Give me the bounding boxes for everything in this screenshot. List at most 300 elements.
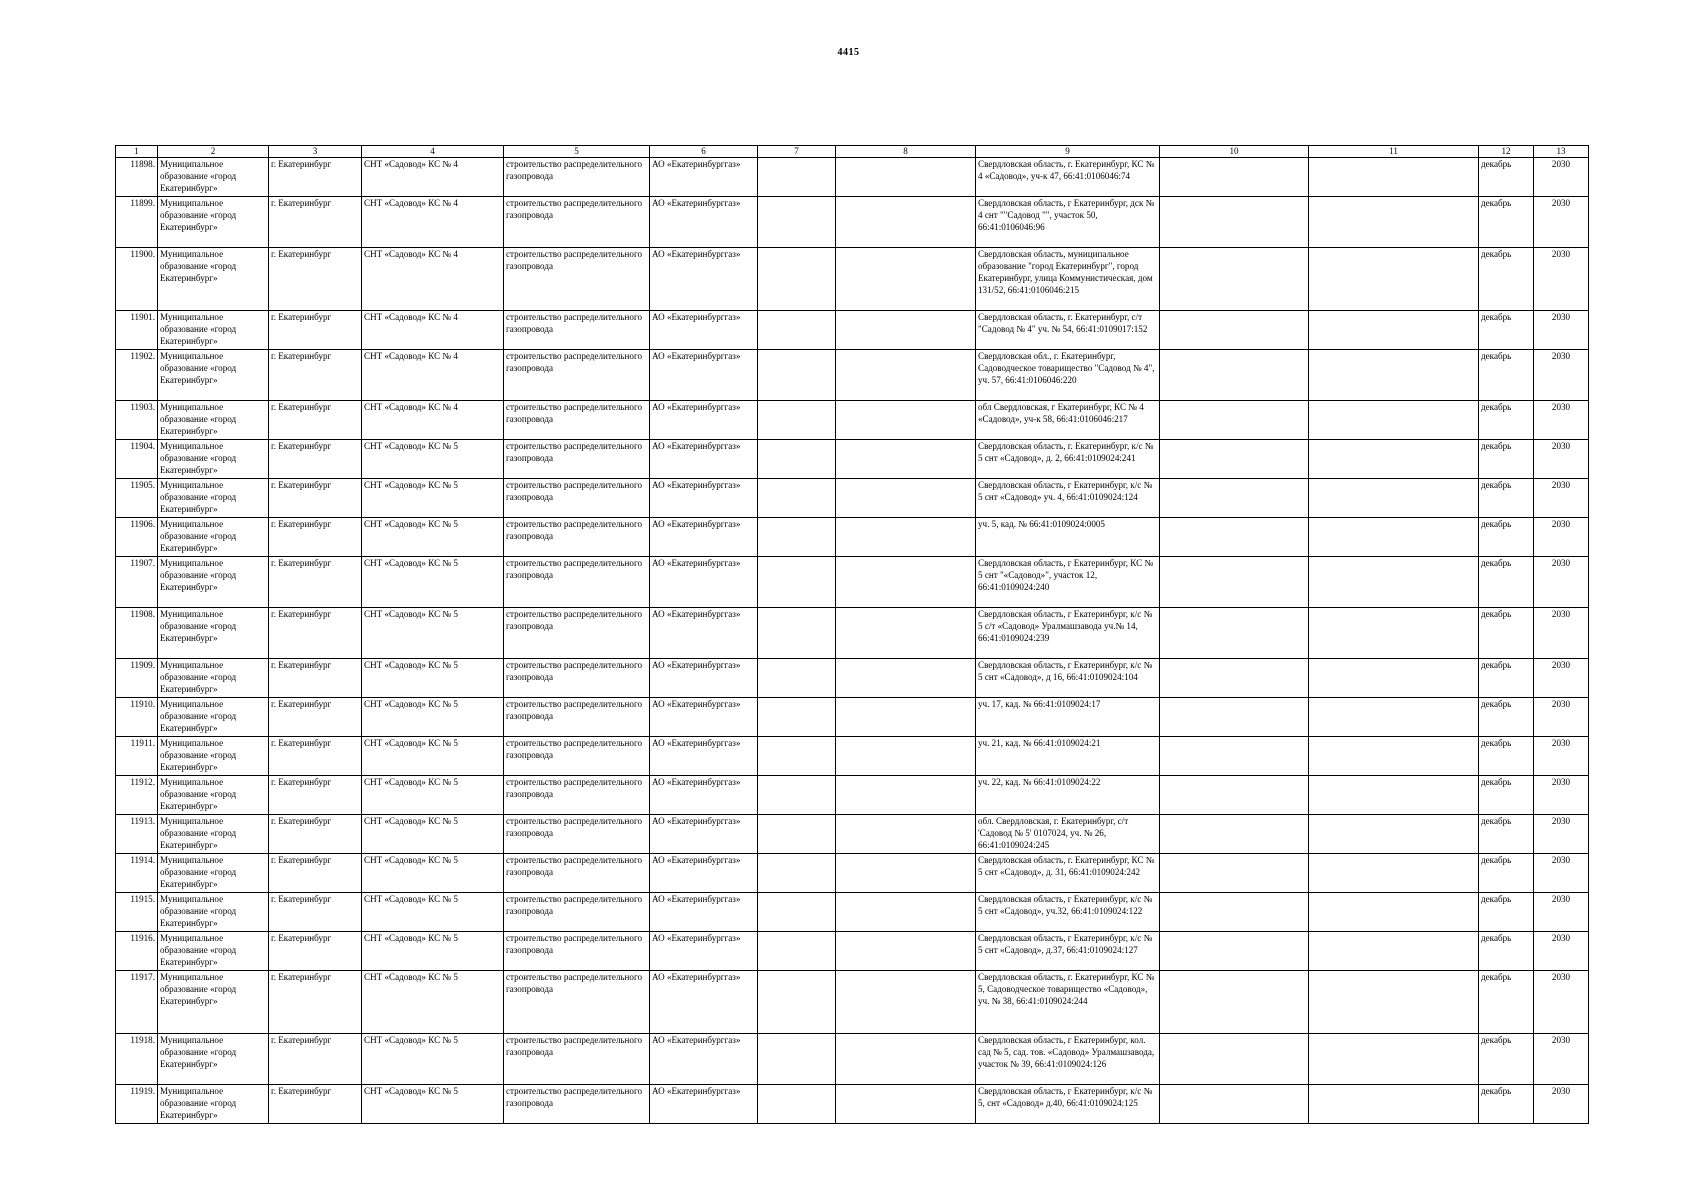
object-cell: СНТ «Садовод» КС № 5 [362, 971, 504, 1034]
column-11-cell [1309, 1085, 1479, 1124]
address-cell: уч. 17, кад. № 66:41:0109024:17 [976, 698, 1160, 737]
year-cell: 2030 [1534, 854, 1589, 893]
column-11-cell [1309, 311, 1479, 350]
address-cell: Свердловская область, г. Екатеринбург, КС № 5, Садоводческое товарищество «Садовод», уч. № 38, 66:41:0109024:244 [976, 971, 1160, 1034]
column-7-cell [758, 311, 836, 350]
column-7-cell [758, 518, 836, 557]
work-type-cell: строительство распределительного газопровода [504, 197, 650, 248]
column-8-cell [836, 776, 976, 815]
year-cell: 2030 [1534, 698, 1589, 737]
column-10-cell [1160, 248, 1309, 311]
column-11-cell [1309, 854, 1479, 893]
column-10-cell [1160, 479, 1309, 518]
object-cell: СНТ «Садовод» КС № 5 [362, 737, 504, 776]
organization-cell: АО «Екатеринбурггаз» [650, 518, 758, 557]
year-cell: 2030 [1534, 158, 1589, 197]
column-10-cell [1160, 197, 1309, 248]
organization-cell: АО «Екатеринбурггаз» [650, 737, 758, 776]
year-cell: 2030 [1534, 479, 1589, 518]
municipality-cell: Муниципальное образование «город Екатеринбург» [158, 659, 269, 698]
page-number: 4415 [837, 47, 860, 58]
row-number-cell: 11913. [116, 815, 158, 854]
table-row [116, 659, 1589, 698]
column-8-cell [836, 197, 976, 248]
work-type-cell: строительство распределительного газопровода [504, 479, 650, 518]
column-7-cell [758, 557, 836, 608]
municipality-cell: Муниципальное образование «город Екатеринбург» [158, 557, 269, 608]
city-cell: г. Екатеринбург [269, 971, 362, 1034]
column-header: 4 [362, 146, 504, 158]
object-cell: СНТ «Садовод» КС № 4 [362, 401, 504, 440]
column-11-cell [1309, 608, 1479, 659]
table-row [116, 776, 1589, 815]
year-cell: 2030 [1534, 248, 1589, 311]
month-cell: декабрь [1479, 854, 1534, 893]
municipality-cell: Муниципальное образование «город Екатеринбург» [158, 350, 269, 401]
organization-cell: АО «Екатеринбурггаз» [650, 557, 758, 608]
year-cell: 2030 [1534, 815, 1589, 854]
city-cell: г. Екатеринбург [269, 698, 362, 737]
column-10-cell [1160, 932, 1309, 971]
column-10-cell [1160, 440, 1309, 479]
address-cell: Свердловская область, г. Екатеринбург, КС № 4 «Садовод», уч-к 47, 66:41:0106046:74 [976, 158, 1160, 197]
column-11-cell [1309, 197, 1479, 248]
row-number-cell: 11899. [116, 197, 158, 248]
row-number-cell: 11908. [116, 608, 158, 659]
object-cell: СНТ «Садовод» КС № 5 [362, 854, 504, 893]
column-8-cell [836, 311, 976, 350]
column-10-cell [1160, 158, 1309, 197]
object-cell: СНТ «Садовод» КС № 5 [362, 893, 504, 932]
table-row [116, 932, 1589, 971]
municipality-cell: Муниципальное образование «город Екатеринбург» [158, 479, 269, 518]
work-type-cell: строительство распределительного газопровода [504, 1034, 650, 1085]
column-8-cell [836, 932, 976, 971]
table-row [116, 815, 1589, 854]
organization-cell: АО «Екатеринбурггаз» [650, 893, 758, 932]
municipality-cell: Муниципальное образование «город Екатеринбург» [158, 815, 269, 854]
column-11-cell [1309, 893, 1479, 932]
column-8-cell [836, 350, 976, 401]
column-7-cell [758, 197, 836, 248]
table-row [116, 854, 1589, 893]
municipality-cell: Муниципальное образование «город Екатеринбург» [158, 311, 269, 350]
municipality-cell: Муниципальное образование «город Екатеринбург» [158, 1085, 269, 1124]
address-cell: Свердловская область, г Екатеринбург, дск № 4 снт ""Садовод "", участок 50, 66:41:0106046:96 [976, 197, 1160, 248]
month-cell: декабрь [1479, 776, 1534, 815]
year-cell: 2030 [1534, 440, 1589, 479]
city-cell: г. Екатеринбург [269, 1034, 362, 1085]
organization-cell: АО «Екатеринбурггаз» [650, 854, 758, 893]
row-number-cell: 11917. [116, 971, 158, 1034]
address-cell: обл. Свердловская, г. Екатеринбург, с/т 'Садовод № 5' 0107024, уч. № 26, 66:41:0109024:245 [976, 815, 1160, 854]
object-cell: СНТ «Садовод» КС № 5 [362, 659, 504, 698]
column-11-cell [1309, 971, 1479, 1034]
organization-cell: АО «Екатеринбурггаз» [650, 440, 758, 479]
month-cell: декабрь [1479, 1085, 1534, 1124]
column-10-cell [1160, 776, 1309, 815]
row-number-cell: 11901. [116, 311, 158, 350]
municipality-cell: Муниципальное образование «город Екатеринбург» [158, 698, 269, 737]
object-cell: СНТ «Садовод» КС № 5 [362, 518, 504, 557]
column-7-cell [758, 698, 836, 737]
row-number-cell: 11906. [116, 518, 158, 557]
work-type-cell: строительство распределительного газопровода [504, 737, 650, 776]
month-cell: декабрь [1479, 311, 1534, 350]
municipality-cell: Муниципальное образование «город Екатеринбург» [158, 608, 269, 659]
column-8-cell [836, 401, 976, 440]
work-type-cell: строительство распределительного газопровода [504, 854, 650, 893]
column-10-cell [1160, 971, 1309, 1034]
row-number-cell: 11904. [116, 440, 158, 479]
column-11-cell [1309, 518, 1479, 557]
column-7-cell [758, 737, 836, 776]
column-8-cell [836, 1034, 976, 1085]
table-row [116, 518, 1589, 557]
year-cell: 2030 [1534, 971, 1589, 1034]
column-7-cell [758, 248, 836, 311]
month-cell: декабрь [1479, 698, 1534, 737]
organization-cell: АО «Екатеринбурггаз» [650, 776, 758, 815]
column-header: 9 [976, 146, 1160, 158]
table-row [116, 197, 1589, 248]
municipality-cell: Муниципальное образование «город Екатеринбург» [158, 401, 269, 440]
address-cell: Свердловская область, г Екатеринбург, к/с № 5 снт «Садовод», д 16, 66:41:0109024:104 [976, 659, 1160, 698]
organization-cell: АО «Екатеринбурггаз» [650, 1085, 758, 1124]
work-type-cell: строительство распределительного газопровода [504, 350, 650, 401]
column-7-cell [758, 1085, 836, 1124]
row-number-cell: 11915. [116, 893, 158, 932]
column-7-cell [758, 932, 836, 971]
address-cell: Свердловская область, г Екатеринбург, КС № 5 снт "«Садовод»", участок 12, 66:41:0109024:240 [976, 557, 1160, 608]
city-cell: г. Екатеринбург [269, 248, 362, 311]
object-cell: СНТ «Садовод» КС № 4 [362, 350, 504, 401]
column-7-cell [758, 440, 836, 479]
address-cell: Свердловская область, г. Екатеринбург, КС № 5 снт «Садовод», д. 31, 66:41:0109024:242 [976, 854, 1160, 893]
column-10-cell [1160, 1085, 1309, 1124]
work-type-cell: строительство распределительного газопровода [504, 932, 650, 971]
column-7-cell [758, 479, 836, 518]
address-cell: Свердловская область, г Екатеринбург, кол. сад № 5, сад. тов. «Садовод» Уралмашзавода, участок № 39, 66:41:0109024:126 [976, 1034, 1160, 1085]
organization-cell: АО «Екатеринбурггаз» [650, 248, 758, 311]
municipality-cell: Муниципальное образование «город Екатеринбург» [158, 893, 269, 932]
column-11-cell [1309, 440, 1479, 479]
address-cell: Свердловская область, г Екатеринбург, к/с № 5 снт «Садовод» уч. 4, 66:41:0109024:124 [976, 479, 1160, 518]
column-7-cell [758, 350, 836, 401]
column-10-cell [1160, 854, 1309, 893]
table-row [116, 608, 1589, 659]
municipality-cell: Муниципальное образование «город Екатеринбург» [158, 971, 269, 1034]
column-10-cell [1160, 608, 1309, 659]
work-type-cell: строительство распределительного газопровода [504, 608, 650, 659]
column-11-cell [1309, 776, 1479, 815]
work-type-cell: строительство распределительного газопровода [504, 815, 650, 854]
column-header: 6 [650, 146, 758, 158]
table-row [116, 311, 1589, 350]
work-type-cell: строительство распределительного газопровода [504, 971, 650, 1034]
table-row [116, 1085, 1589, 1124]
object-cell: СНТ «Садовод» КС № 5 [362, 932, 504, 971]
work-type-cell: строительство распределительного газопровода [504, 557, 650, 608]
column-header: 10 [1160, 146, 1309, 158]
row-number-cell: 11919. [116, 1085, 158, 1124]
year-cell: 2030 [1534, 893, 1589, 932]
month-cell: декабрь [1479, 971, 1534, 1034]
city-cell: г. Екатеринбург [269, 311, 362, 350]
column-header: 5 [504, 146, 650, 158]
address-cell: обл Свердловская, г Екатеринбург, КС № 4 «Садовод», уч-к 58, 66:41:0106046:217 [976, 401, 1160, 440]
month-cell: декабрь [1479, 248, 1534, 311]
object-cell: СНТ «Садовод» КС № 5 [362, 815, 504, 854]
column-8-cell [836, 815, 976, 854]
work-type-cell: строительство распределительного газопровода [504, 698, 650, 737]
column-11-cell [1309, 659, 1479, 698]
column-10-cell [1160, 401, 1309, 440]
municipality-cell: Муниципальное образование «город Екатеринбург» [158, 197, 269, 248]
object-cell: СНТ «Садовод» КС № 5 [362, 479, 504, 518]
month-cell: декабрь [1479, 737, 1534, 776]
column-header: 7 [758, 146, 836, 158]
table-row [116, 698, 1589, 737]
city-cell: г. Екатеринбург [269, 158, 362, 197]
month-cell: декабрь [1479, 518, 1534, 557]
row-number-cell: 11914. [116, 854, 158, 893]
year-cell: 2030 [1534, 401, 1589, 440]
organization-cell: АО «Екатеринбурггаз» [650, 350, 758, 401]
table-row [116, 893, 1589, 932]
column-header: 3 [269, 146, 362, 158]
work-type-cell: строительство распределительного газопровода [504, 440, 650, 479]
column-8-cell [836, 737, 976, 776]
column-7-cell [758, 776, 836, 815]
column-8-cell [836, 158, 976, 197]
city-cell: г. Екатеринбург [269, 1085, 362, 1124]
year-cell: 2030 [1534, 608, 1589, 659]
column-8-cell [836, 440, 976, 479]
column-10-cell [1160, 518, 1309, 557]
column-11-cell [1309, 932, 1479, 971]
column-11-cell [1309, 557, 1479, 608]
object-cell: СНТ «Садовод» КС № 5 [362, 440, 504, 479]
column-11-cell [1309, 1034, 1479, 1085]
city-cell: г. Екатеринбург [269, 893, 362, 932]
month-cell: декабрь [1479, 401, 1534, 440]
month-cell: декабрь [1479, 197, 1534, 248]
column-8-cell [836, 608, 976, 659]
city-cell: г. Екатеринбург [269, 659, 362, 698]
table-row [116, 350, 1589, 401]
column-8-cell [836, 557, 976, 608]
month-cell: декабрь [1479, 893, 1534, 932]
city-cell: г. Екатеринбург [269, 350, 362, 401]
object-cell: СНТ «Садовод» КС № 5 [362, 1034, 504, 1085]
column-8-cell [836, 248, 976, 311]
year-cell: 2030 [1534, 1085, 1589, 1124]
header-row [116, 146, 1589, 158]
year-cell: 2030 [1534, 1034, 1589, 1085]
table-row [116, 557, 1589, 608]
column-7-cell [758, 893, 836, 932]
address-cell: Свердловская обл., г. Екатеринбург, Садоводческое товарищество "Садовод № 4", уч. 57, 66:41:0106046:220 [976, 350, 1160, 401]
object-cell: СНТ «Садовод» КС № 4 [362, 248, 504, 311]
column-8-cell [836, 854, 976, 893]
city-cell: г. Екатеринбург [269, 815, 362, 854]
organization-cell: АО «Екатеринбурггаз» [650, 401, 758, 440]
address-cell: Свердловская область, муниципальное образование "город Екатеринбург", город Екатеринбург, улица Коммунистическая, дом 131/52, 66:41:0106046:215 [976, 248, 1160, 311]
month-cell: декабрь [1479, 557, 1534, 608]
object-cell: СНТ «Садовод» КС № 5 [362, 608, 504, 659]
year-cell: 2030 [1534, 932, 1589, 971]
column-header: 2 [158, 146, 269, 158]
year-cell: 2030 [1534, 776, 1589, 815]
column-7-cell [758, 971, 836, 1034]
work-type-cell: строительство распределительного газопровода [504, 248, 650, 311]
row-number-cell: 11903. [116, 401, 158, 440]
municipality-cell: Муниципальное образование «город Екатеринбург» [158, 932, 269, 971]
column-8-cell [836, 1085, 976, 1124]
table-row [116, 440, 1589, 479]
object-cell: СНТ «Садовод» КС № 4 [362, 197, 504, 248]
organization-cell: АО «Екатеринбурггаз» [650, 197, 758, 248]
column-7-cell [758, 158, 836, 197]
month-cell: декабрь [1479, 1034, 1534, 1085]
city-cell: г. Екатеринбург [269, 932, 362, 971]
column-header: 1 [116, 146, 158, 158]
column-7-cell [758, 1034, 836, 1085]
table-row [116, 737, 1589, 776]
city-cell: г. Екатеринбург [269, 518, 362, 557]
month-cell: декабрь [1479, 350, 1534, 401]
column-11-cell [1309, 248, 1479, 311]
year-cell: 2030 [1534, 659, 1589, 698]
object-cell: СНТ «Садовод» КС № 5 [362, 698, 504, 737]
address-cell: Свердловская область, г. Екатеринбург, к/с № 5 снт «Садовод», д. 2, 66:41:0109024:241 [976, 440, 1160, 479]
column-10-cell [1160, 893, 1309, 932]
register-body [116, 146, 1589, 1124]
table-row [116, 971, 1589, 1034]
month-cell: декабрь [1479, 158, 1534, 197]
work-type-cell: строительство распределительного газопровода [504, 401, 650, 440]
column-11-cell [1309, 350, 1479, 401]
city-cell: г. Екатеринбург [269, 776, 362, 815]
work-type-cell: строительство распределительного газопровода [504, 659, 650, 698]
column-7-cell [758, 608, 836, 659]
month-cell: декабрь [1479, 608, 1534, 659]
column-11-cell [1309, 815, 1479, 854]
object-cell: СНТ «Садовод» КС № 4 [362, 311, 504, 350]
city-cell: г. Екатеринбург [269, 737, 362, 776]
city-cell: г. Екатеринбург [269, 197, 362, 248]
year-cell: 2030 [1534, 311, 1589, 350]
organization-cell: АО «Екатеринбурггаз» [650, 659, 758, 698]
year-cell: 2030 [1534, 557, 1589, 608]
column-8-cell [836, 659, 976, 698]
column-10-cell [1160, 815, 1309, 854]
column-11-cell [1309, 479, 1479, 518]
municipality-cell: Муниципальное образование «город Екатеринбург» [158, 1034, 269, 1085]
column-10-cell [1160, 1034, 1309, 1085]
object-cell: СНТ «Садовод» КС № 4 [362, 158, 504, 197]
column-11-cell [1309, 401, 1479, 440]
organization-cell: АО «Екатеринбурггаз» [650, 311, 758, 350]
address-cell: уч. 5, кад. № 66:41:0109024:0005 [976, 518, 1160, 557]
column-8-cell [836, 698, 976, 737]
month-cell: декабрь [1479, 479, 1534, 518]
row-number-cell: 11918. [116, 1034, 158, 1085]
year-cell: 2030 [1534, 350, 1589, 401]
municipality-cell: Муниципальное образование «город Екатеринбург» [158, 854, 269, 893]
year-cell: 2030 [1534, 197, 1589, 248]
row-number-cell: 11907. [116, 557, 158, 608]
municipality-cell: Муниципальное образование «город Екатеринбург» [158, 440, 269, 479]
table-row [116, 1034, 1589, 1085]
organization-cell: АО «Екатеринбурггаз» [650, 971, 758, 1034]
row-number-cell: 11916. [116, 932, 158, 971]
table-row [116, 401, 1589, 440]
column-header: 12 [1479, 146, 1534, 158]
work-type-cell: строительство распределительного газопровода [504, 1085, 650, 1124]
address-cell: Свердловская область, г Екатеринбург, к/с № 5 снт «Садовод», уч.32, 66:41:0109024:122 [976, 893, 1160, 932]
month-cell: декабрь [1479, 932, 1534, 971]
row-number-cell: 11902. [116, 350, 158, 401]
organization-cell: АО «Екатеринбурггаз» [650, 815, 758, 854]
row-number-cell: 11911. [116, 737, 158, 776]
organization-cell: АО «Екатеринбурггаз» [650, 932, 758, 971]
city-cell: г. Екатеринбург [269, 401, 362, 440]
row-number-cell: 11905. [116, 479, 158, 518]
column-10-cell [1160, 350, 1309, 401]
month-cell: декабрь [1479, 815, 1534, 854]
city-cell: г. Екатеринбург [269, 440, 362, 479]
row-number-cell: 11912. [116, 776, 158, 815]
column-10-cell [1160, 659, 1309, 698]
table-row [116, 248, 1589, 311]
work-type-cell: строительство распределительного газопровода [504, 776, 650, 815]
municipality-cell: Муниципальное образование «город Екатеринбург» [158, 518, 269, 557]
column-header: 11 [1309, 146, 1479, 158]
municipality-cell: Муниципальное образование «город Екатеринбург» [158, 248, 269, 311]
row-number-cell: 11910. [116, 698, 158, 737]
work-type-cell: строительство распределительного газопровода [504, 893, 650, 932]
organization-cell: АО «Екатеринбурггаз» [650, 1034, 758, 1085]
column-7-cell [758, 659, 836, 698]
column-11-cell [1309, 158, 1479, 197]
organization-cell: АО «Екатеринбурггаз» [650, 158, 758, 197]
work-type-cell: строительство распределительного газопровода [504, 518, 650, 557]
column-7-cell [758, 815, 836, 854]
column-header: 8 [836, 146, 976, 158]
table-row [116, 479, 1589, 518]
object-cell: СНТ «Садовод» КС № 5 [362, 557, 504, 608]
object-cell: СНТ «Садовод» КС № 5 [362, 776, 504, 815]
municipality-cell: Муниципальное образование «город Екатеринбург» [158, 737, 269, 776]
column-header: 13 [1534, 146, 1589, 158]
organization-cell: АО «Екатеринбурггаз» [650, 479, 758, 518]
column-10-cell [1160, 698, 1309, 737]
month-cell: декабрь [1479, 440, 1534, 479]
month-cell: декабрь [1479, 659, 1534, 698]
city-cell: г. Екатеринбург [269, 557, 362, 608]
city-cell: г. Екатеринбург [269, 854, 362, 893]
column-10-cell [1160, 557, 1309, 608]
municipality-cell: Муниципальное образование «город Екатеринбург» [158, 776, 269, 815]
column-8-cell [836, 518, 976, 557]
column-8-cell [836, 479, 976, 518]
work-type-cell: строительство распределительного газопровода [504, 311, 650, 350]
row-number-cell: 11898. [116, 158, 158, 197]
register-table [115, 145, 1589, 1124]
object-cell: СНТ «Садовод» КС № 5 [362, 1085, 504, 1124]
